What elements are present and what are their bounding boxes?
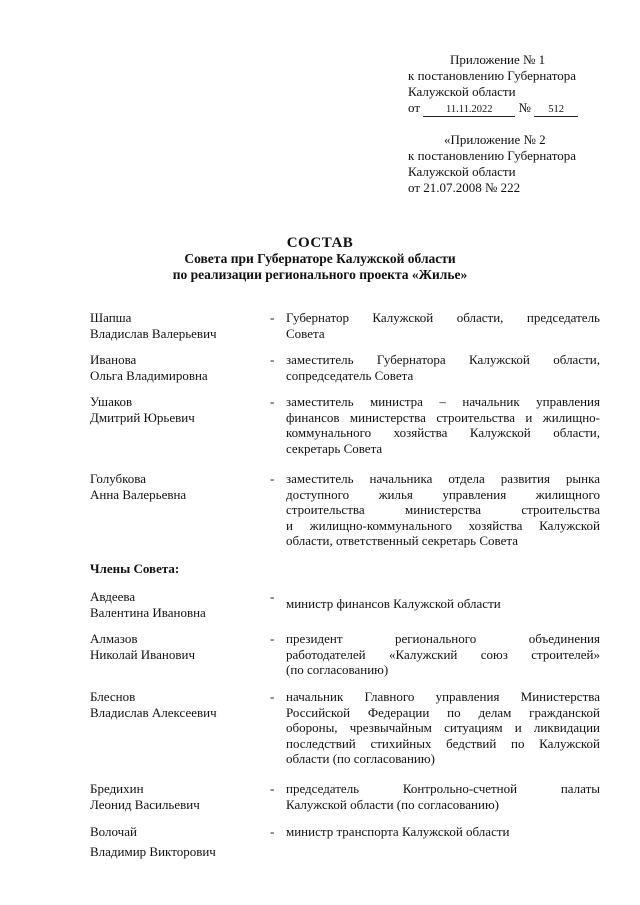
member-surname: Ушаков bbox=[90, 394, 133, 409]
separator-dash: - bbox=[270, 631, 275, 646]
heading-title: СОСТАВ bbox=[286, 235, 354, 251]
separator-dash: - bbox=[270, 352, 275, 367]
appendix-1-region: Калужской области bbox=[408, 84, 516, 99]
separator-dash: - bbox=[270, 310, 275, 325]
separator-dash: - bbox=[270, 824, 275, 839]
member-surname: Голубкова bbox=[90, 471, 147, 486]
separator-dash: - bbox=[270, 589, 275, 604]
member-given-names: Дмитрий Юрьевич bbox=[90, 409, 195, 425]
appendix-2-region: Калужской области bbox=[408, 164, 516, 179]
appendix-2-decree: к постановлению Губернатора bbox=[408, 148, 577, 163]
heading-subtitle-1: Совета при Губернаторе Калужской области bbox=[184, 251, 456, 266]
member-surname: Блеснов bbox=[90, 689, 136, 704]
member-surname: Волочай bbox=[90, 824, 137, 839]
document-heading bbox=[0, 235, 640, 283]
appendix-1-title: Приложение № 1 bbox=[450, 52, 546, 67]
member-surname: Иванова bbox=[90, 352, 137, 367]
member-position: заместитель начальника отдела развития рынка доступного жилья управления жилищного строительства министерства строительства и жилищно-коммунального хозяйства Калужской области, ответственный секретарь Совета bbox=[286, 471, 600, 548]
member-given-names: Леонид Васильевич bbox=[90, 796, 200, 812]
members-section-label: Члены Совета: bbox=[90, 561, 180, 576]
appendix-2-header bbox=[408, 132, 630, 196]
member-surname: Алмазов bbox=[90, 631, 138, 646]
member-position: председатель Контрольно-счетной палаты Калужской области (по согласованию) bbox=[286, 781, 600, 812]
appendix-1-from: от bbox=[408, 100, 421, 115]
member-position: министр финансов Калужской области bbox=[286, 596, 501, 611]
appendix-2-date: от 21.07.2008 № 222 bbox=[408, 180, 521, 195]
member-given-names: Владислав Валерьевич bbox=[90, 325, 217, 341]
appendix-1-decree: к постановлению Губернатора bbox=[408, 68, 577, 83]
member-position: Губернатор Калужской области, председатель Совета bbox=[286, 310, 600, 341]
member-position: министр транспорта Калужской области bbox=[286, 824, 510, 839]
member-position: заместитель министра – начальник управления финансов министерства строительства и жилищно- коммунального хозяйства Калужской области, секретарь Совета bbox=[286, 394, 600, 456]
appendix-1-date-line bbox=[408, 100, 630, 117]
member-position: заместитель Губернатора Калужской области, сопредседатель Совета bbox=[286, 352, 600, 383]
appendix-1-number: 512 bbox=[534, 103, 578, 117]
separator-dash: - bbox=[270, 471, 275, 486]
member-surname: Бредихин bbox=[90, 781, 144, 796]
member-position: президент регионального объединения работодателей «Калужский союз строителей» (по согласованию) bbox=[286, 631, 600, 677]
appendix-1-header bbox=[408, 52, 630, 117]
member-position: начальник Главного управления Министерства Российской Федерации по делам гражданской обороны, чрезвычайным ситуациям и ликвидации последствий стихийных бедствий по Калужской области (по согласованию) bbox=[286, 689, 600, 766]
separator-dash: - bbox=[270, 689, 275, 704]
separator-dash: - bbox=[270, 394, 275, 409]
appendix-2-title: «Приложение № 2 bbox=[444, 132, 546, 147]
member-surname: Авдеева bbox=[90, 589, 136, 604]
member-given-names: Ольга Владимировна bbox=[90, 367, 208, 383]
member-given-names: Владимир Викторович bbox=[90, 843, 216, 859]
member-surname: Шапша bbox=[90, 310, 132, 325]
appendix-1-date: 11.11.2022 bbox=[423, 103, 515, 117]
appendix-1-num-sign: № bbox=[518, 100, 531, 115]
member-given-names: Владислав Алексеевич bbox=[90, 704, 217, 720]
heading-subtitle-2: по реализации регионального проекта «Жилье» bbox=[172, 267, 468, 282]
member-given-names: Валентина Ивановна bbox=[90, 604, 206, 620]
separator-dash: - bbox=[270, 781, 275, 796]
member-given-names: Николай Иванович bbox=[90, 646, 196, 662]
member-given-names: Анна Валерьевна bbox=[90, 486, 187, 502]
